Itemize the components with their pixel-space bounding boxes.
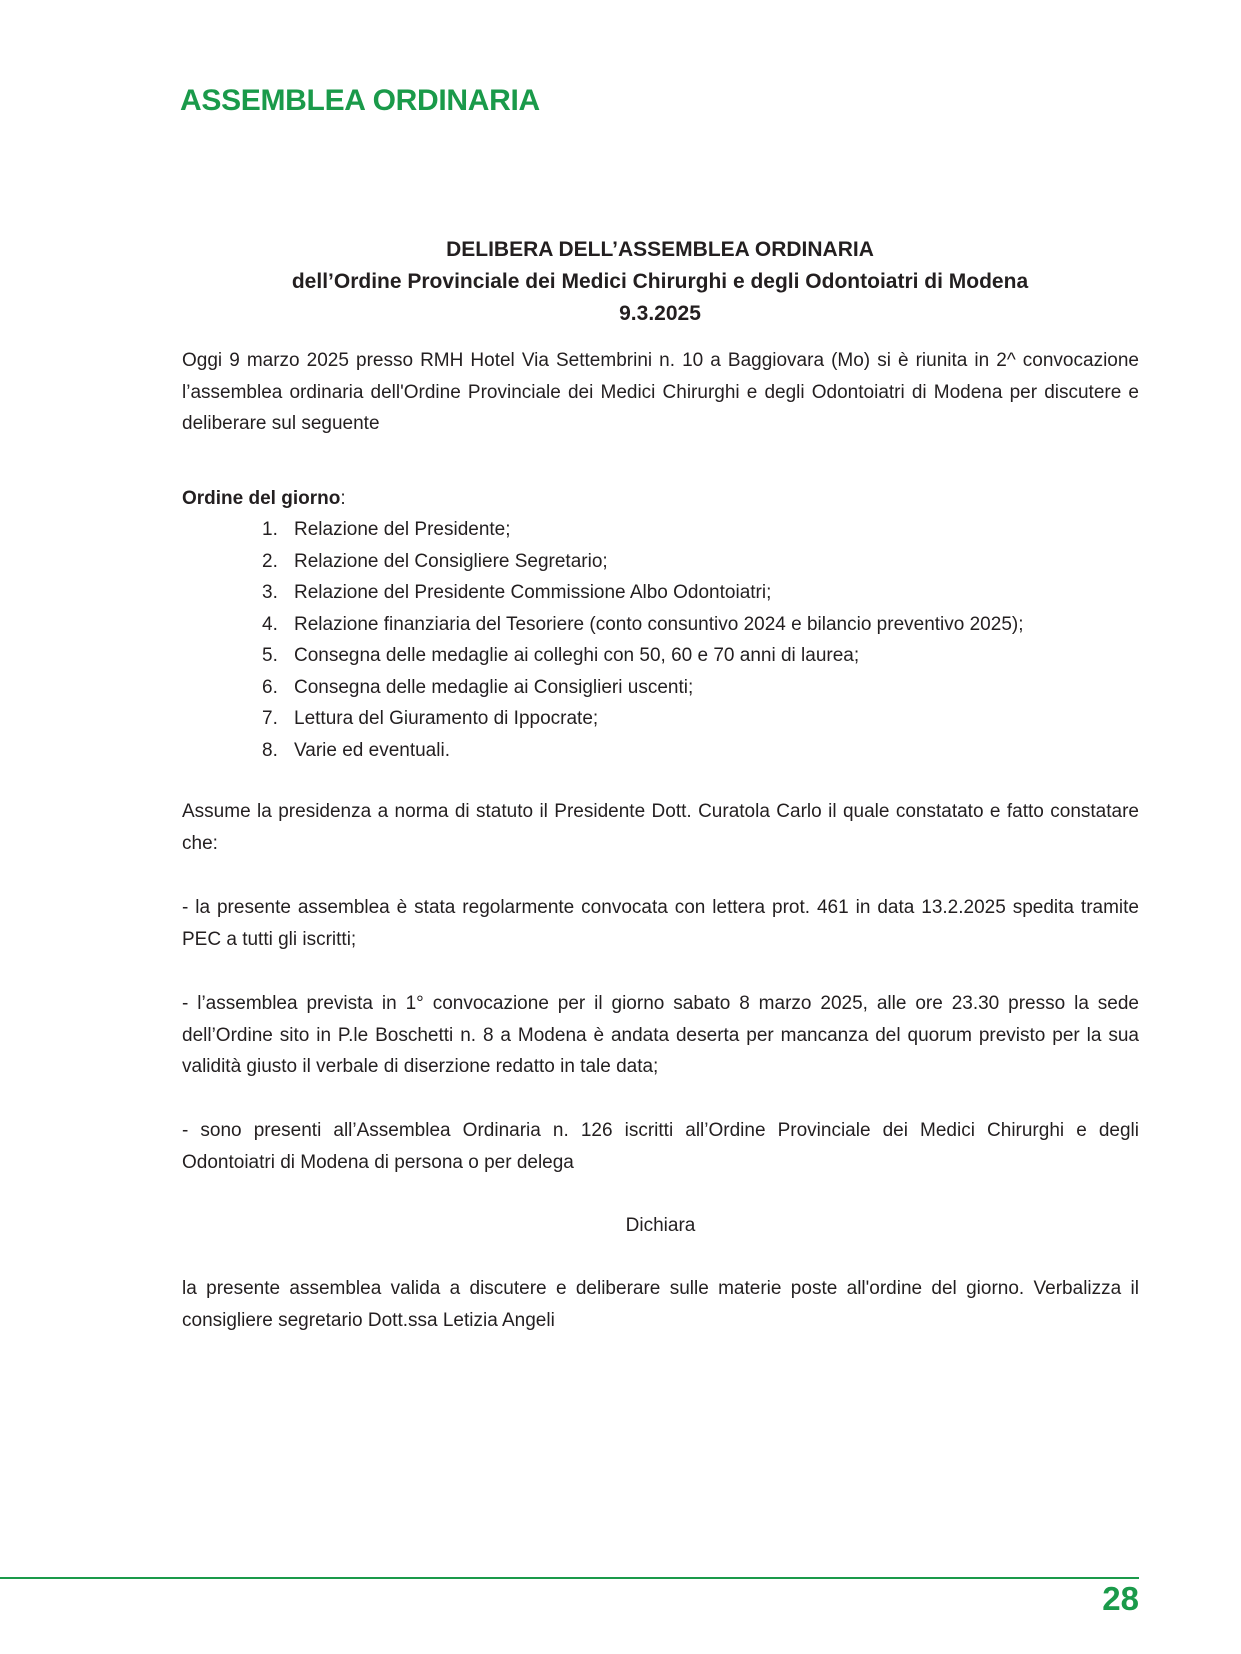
agenda-item-text: Consegna delle medaglie ai Consiglieri uscenti; (294, 676, 694, 698)
document-heading (180, 234, 1140, 330)
agenda-item-number: 4. (262, 613, 278, 635)
agenda-item (262, 546, 1024, 578)
agenda-item-number: 1. (262, 519, 278, 540)
conclusion-text: la presente assemblea valida a discutere e deliberare sulle materie poste all'ordine del giorno. Verbalizza il consigliere segretario Dott.ssa Letizia Angeli (182, 1278, 1139, 1331)
agenda-item-number: 6. (262, 676, 278, 698)
intro-paragraph (182, 345, 1139, 440)
agenda-item-number: 2. (262, 550, 278, 572)
agenda-item (262, 577, 1024, 609)
agenda-item-number: 7. (262, 708, 278, 729)
agenda-item (262, 703, 1024, 735)
agenda-item (262, 735, 1024, 767)
agenda-item-text: Varie ed eventuali. (294, 739, 450, 761)
agenda-item (262, 514, 1024, 546)
agenda-item-text: Relazione del Consigliere Segretario; (294, 550, 608, 572)
heading-date: 9.3.2025 (619, 302, 701, 325)
point-text: - la presente assemblea è stata regolarmente convocata con lettera prot. 461 in data 13.2.2025 spedita tramite PEC a tutti gli iscritti; (182, 897, 1139, 950)
presidency-paragraph (182, 796, 1139, 859)
agenda-item-text: Lettura del Giuramento di Ippocrate; (294, 708, 599, 729)
point-text: - sono presenti all’Assemblea Ordinaria n. 126 iscritti all’Ordine Provinciale dei Medici Chirurghi e degli Odontoiatri di Modena di persona o per delega (182, 1120, 1139, 1173)
agenda-item (262, 609, 1024, 641)
declaration-word: Dichiara (625, 1215, 696, 1236)
agenda-label (182, 483, 346, 515)
point-text: - l’assemblea prevista in 1° convocazione per il giorno sabato 8 marzo 2025, alle ore 23.30 presso la sede dell’Ordine sito in P.le Boschetti n. 8 a Modena è andata deserta per mancanza del quorum previsto per la sua validità giusto il verbale di diserzione redatto in tale data; (182, 993, 1139, 1077)
agenda-item-number: 5. (262, 645, 278, 666)
agenda-label-text: Ordine del giorno (182, 488, 341, 509)
agenda-label-suffix: : (340, 488, 346, 509)
agenda-item-text: Relazione del Presidente; (294, 519, 511, 540)
point-convocation (182, 892, 1139, 955)
conclusion-paragraph (182, 1273, 1139, 1336)
agenda-item (262, 640, 1024, 672)
intro-text: Oggi 9 marzo 2025 presso RMH Hotel Via Settembrini n. 10 a Baggiovara (Mo) si è riunita in 2^ convocazione l’assemblea ordinaria dell'Ordine Provinciale dei Medici Chirurghi e degli Odontoiatri di Modena per discutere e deliberare sul seguente (182, 350, 1139, 434)
point-first-call (182, 988, 1139, 1083)
heading-organization: dell’Ordine Provinciale dei Medici Chirurghi e degli Odontoiatri di Modena (291, 270, 1029, 293)
agenda-item-text: Relazione del Presidente Commissione Albo Odontoiatri; (294, 582, 772, 603)
agenda-item-text: Relazione finanziaria del Tesoriere (conto consuntivo 2024 e bilancio preventivo 2025); (294, 613, 1024, 635)
section-title: ASSEMBLEA ORDINARIA (180, 84, 540, 117)
agenda-item-number: 3. (262, 582, 278, 603)
agenda-list (262, 514, 1024, 766)
page-number: 28 (1102, 1580, 1139, 1617)
agenda-item-number: 8. (262, 739, 278, 761)
heading-title: DELIBERA DELL’ASSEMBLEA ORDINARIA (446, 238, 874, 261)
presidency-text: Assume la presidenza a norma di statuto il Presidente Dott. Curatola Carlo il quale constatato e fatto constatare che: (182, 801, 1139, 854)
agenda-item-text: Consegna delle medaglie ai colleghi con 50, 60 e 70 anni di laurea; (294, 645, 860, 666)
agenda-item (262, 672, 1024, 704)
point-attendance (182, 1115, 1139, 1178)
footer-divider (0, 1577, 1139, 1579)
